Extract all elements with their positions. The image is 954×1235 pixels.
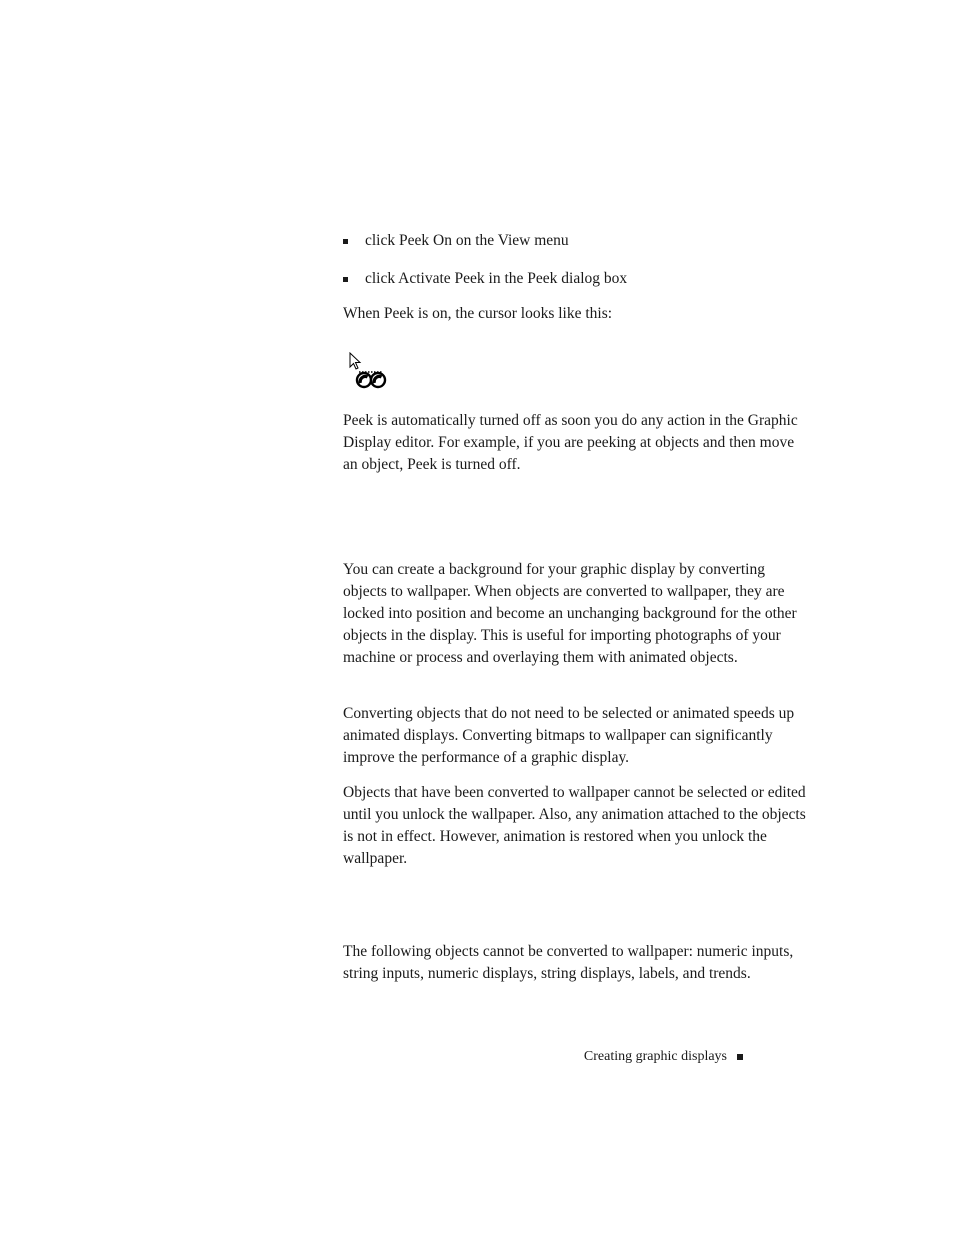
paragraph: The following objects cannot be converted to wallpaper: numeric inputs, string inputs, numeric displays, string displays, labels, and trends. xyxy=(343,943,794,982)
bullet-square-icon xyxy=(343,277,348,282)
running-footer: Creating graphic displays xyxy=(583,1049,727,1064)
bullet-text: click Activate Peek in the Peek dialog box xyxy=(365,270,628,287)
paragraph: Objects that have been converted to wallpaper cannot be selected or edited until you unlock the wallpaper. Also, any animation attached to the objects is not in effect. However, animation is restored when you unlock the wallpaper. xyxy=(343,784,806,867)
bullet-text: click Peek On on the View menu xyxy=(365,232,569,249)
paragraph: You can create a background for your graphic display by converting objects to wallpaper. When objects are converted to wallpaper, they are locked into position and become an unchanging background for the other objects in the display. This is useful for importing photographs of your machine or process and overlaying them with animated objects. xyxy=(343,561,797,666)
peek-cursor-icon xyxy=(348,352,388,392)
cursor-intro-text: When Peek is on, the cursor looks like this: xyxy=(343,305,613,322)
bullet-square-icon xyxy=(343,239,348,244)
footer-square-icon xyxy=(737,1054,743,1060)
paragraph: Converting objects that do not need to be selected or animated speeds up animated displays. Converting bitmaps to wallpaper can significantly improve the performance of a graphic display. xyxy=(343,705,795,766)
paragraph: Peek is automatically turned off as soon you do any action in the Graphic Display editor. For example, if you are peeking at objects and then move an object, Peek is turned off. xyxy=(343,412,798,473)
